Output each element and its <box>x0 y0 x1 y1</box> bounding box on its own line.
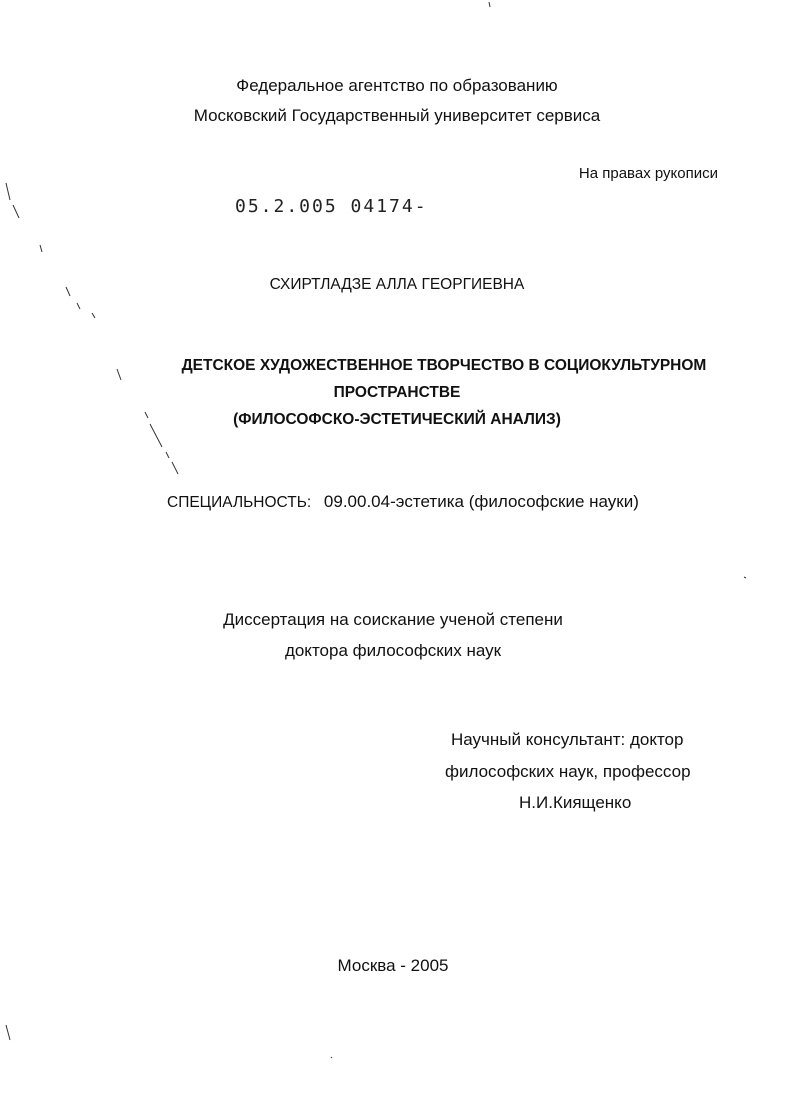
advisor-name: Н.И.Киященко <box>519 793 632 812</box>
scan-mark <box>6 183 10 200</box>
agency-name: Федеральное агентство по образованию <box>236 76 558 95</box>
scan-mark <box>172 462 178 474</box>
specialty-label: СПЕЦИАЛЬНОСТЬ: <box>167 494 312 511</box>
title-line-1: ДЕТСКОЕ ХУДОЖЕСТВЕННОЕ ТВОРЧЕСТВО В СОЦИОКУЛЬТУРНОМ <box>181 357 707 374</box>
scan-mark <box>331 1057 332 1058</box>
scan-mark <box>166 452 169 458</box>
scan-mark <box>77 303 80 309</box>
scan-mark <box>92 313 95 318</box>
specialty <box>167 492 639 513</box>
scan-mark <box>40 245 42 252</box>
manuscript-note: На правах рукописи <box>578 165 718 182</box>
scan-mark <box>6 1025 10 1040</box>
degree-line-2: доктора философских наук <box>284 641 502 660</box>
title-line-3: (ФИЛОСОФСКО-ЭСТЕТИЧЕСКИЙ АНАЛИЗ) <box>233 411 561 428</box>
author-name: СХИРТЛАДЗЕ АЛЛА ГЕОРГИЕВНА <box>269 276 525 293</box>
city-year: Москва - 2005 <box>337 956 449 975</box>
registration-stamp: 05.2.005 04174- <box>235 196 428 217</box>
specialty-value: 09.00.04-эстетика (философские науки) <box>323 492 639 511</box>
university-name: Московский Государственный университет сервиса <box>193 106 601 125</box>
advisor-line-2: философских наук, профессор <box>445 762 691 781</box>
degree-line-1: Диссертация на соискание ученой степени <box>223 610 563 629</box>
scan-mark <box>13 205 19 218</box>
scan-mark <box>489 2 490 7</box>
advisor-line-1: Научный консультант: доктор <box>451 730 684 749</box>
title-line-2: ПРОСТРАНСТВЕ <box>333 384 461 401</box>
scan-mark <box>744 577 746 578</box>
